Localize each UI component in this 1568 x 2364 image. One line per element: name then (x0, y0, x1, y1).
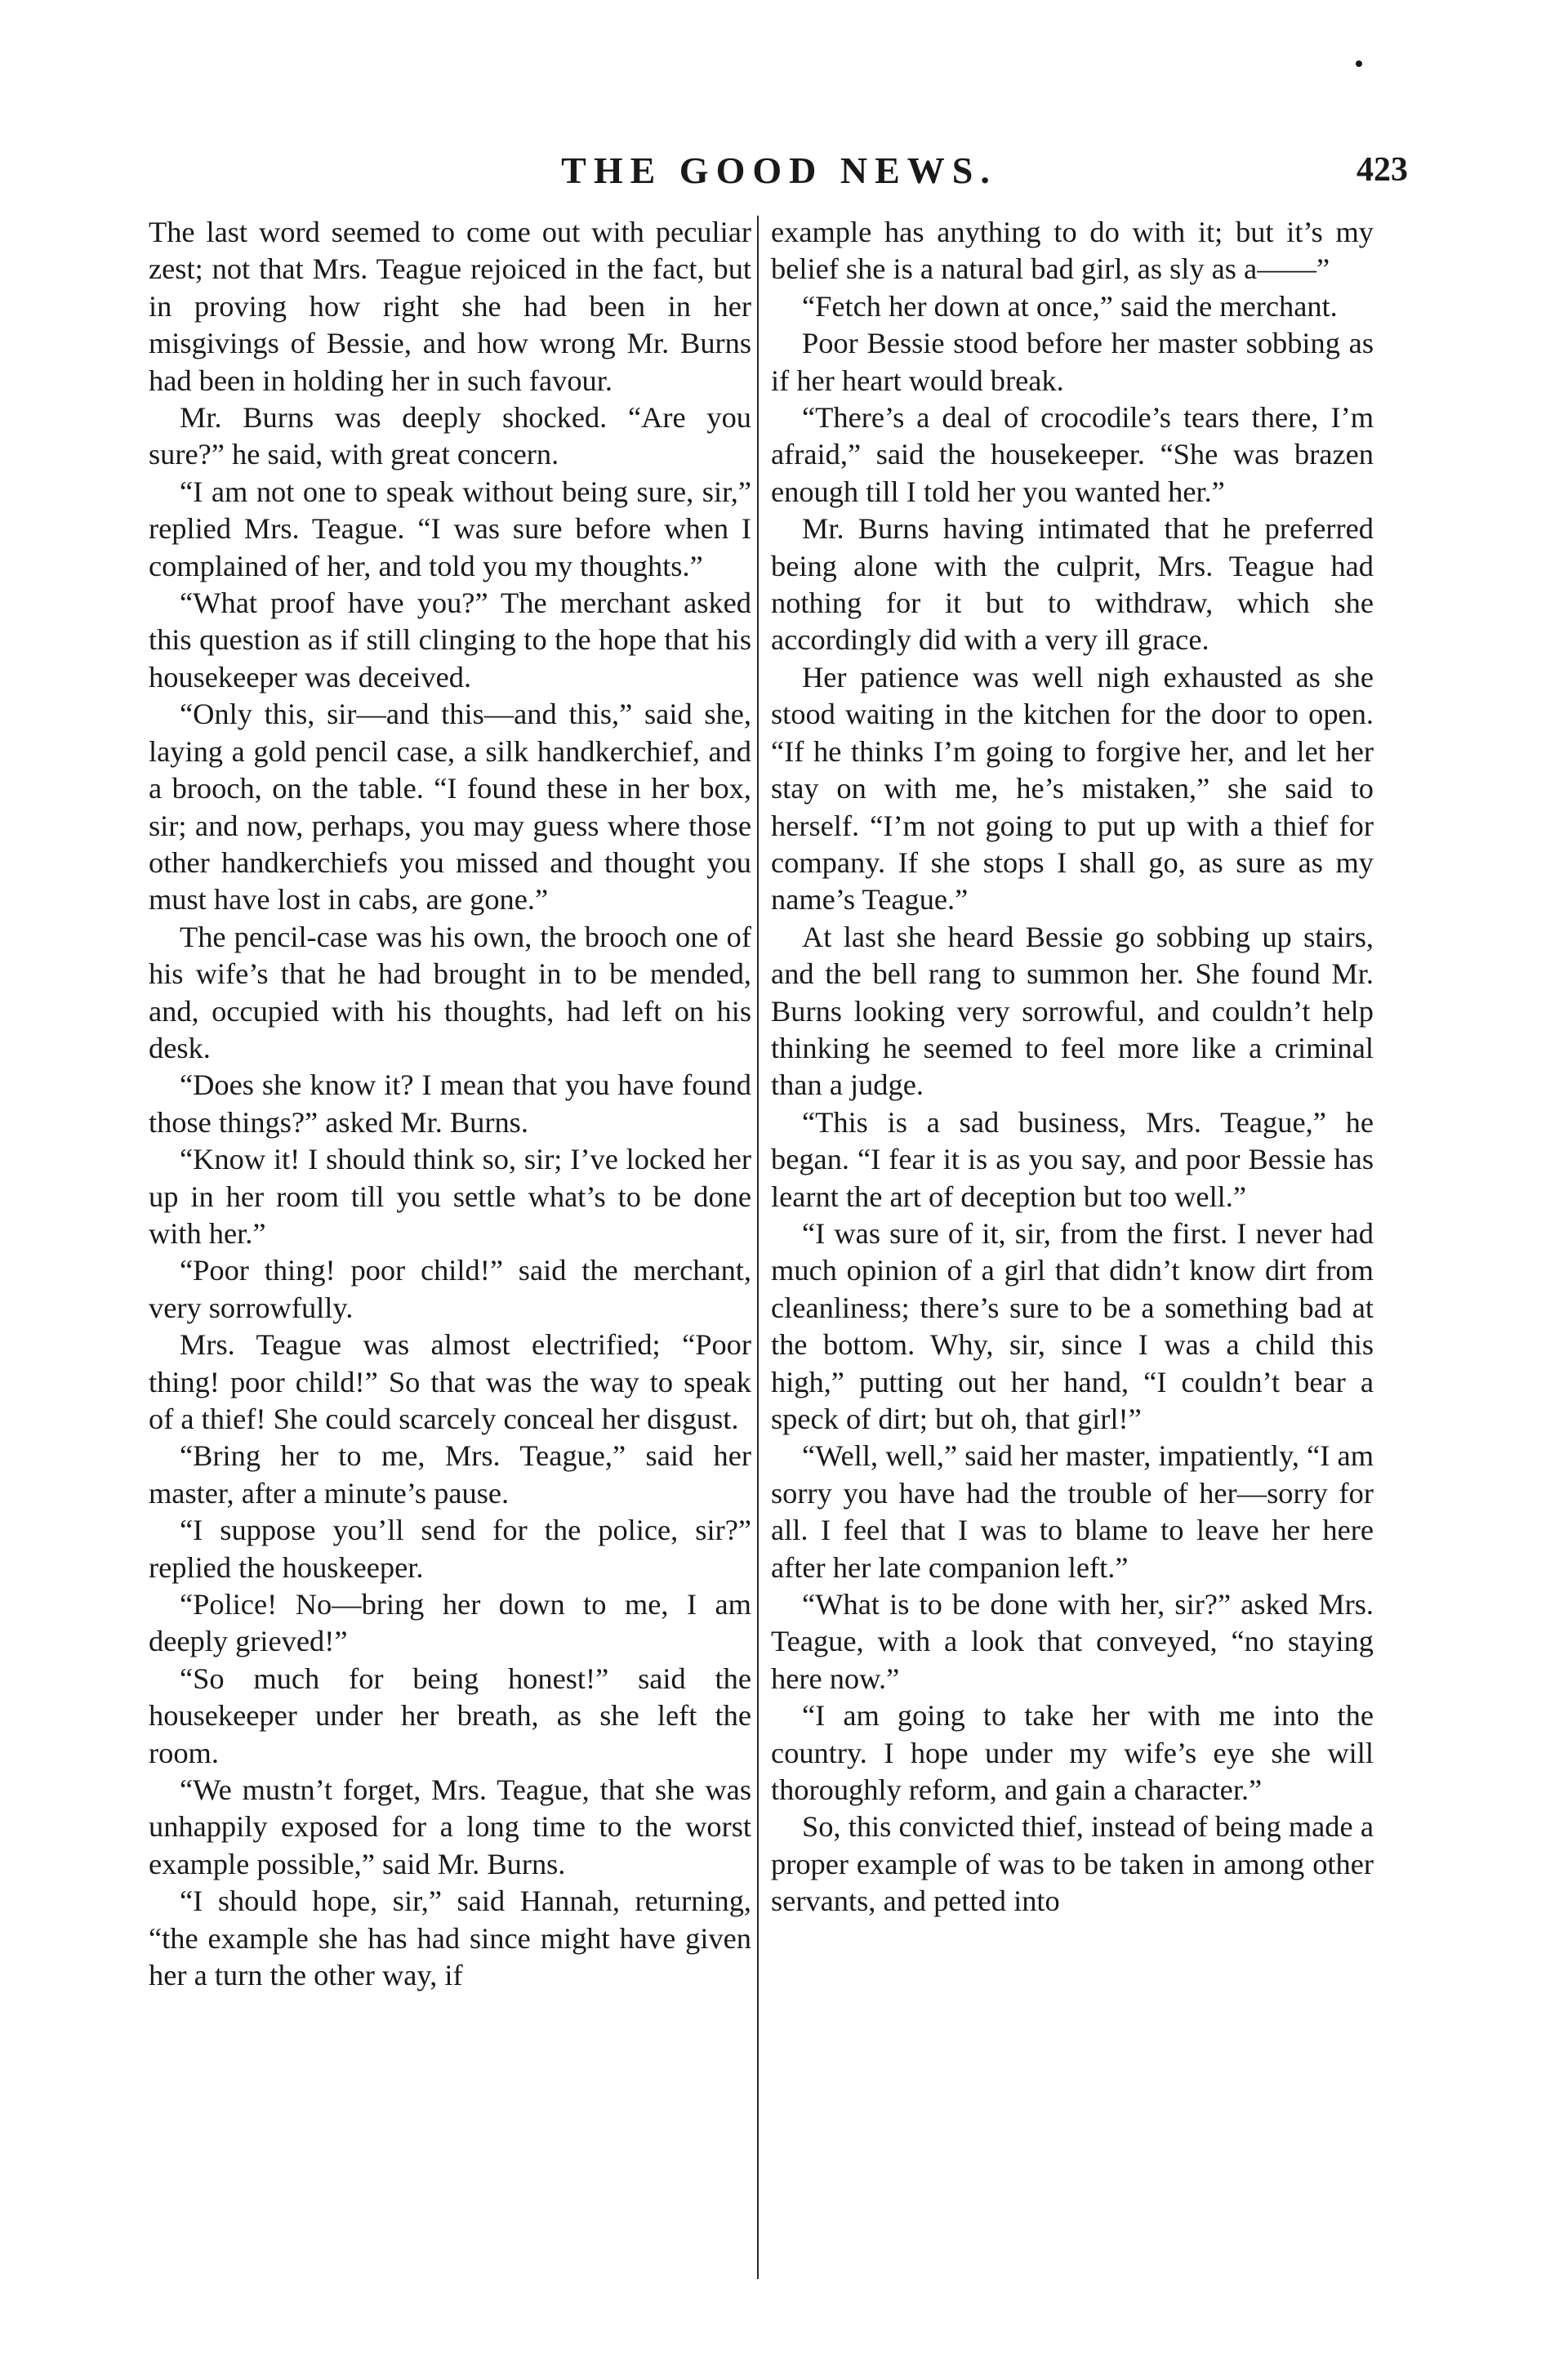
paragraph: “I should hope, sir,” said Hannah, returning, “the example she has had since might have given her a turn the other way, if (149, 1885, 751, 1992)
paragraph: The last word seemed to come out with peculiar zest; not that Mrs. Teague rejoiced in the fact, but in proving how right she had been in her misgivings of Bessie, and how wrong Mr. Burns had been in holding her in such favour. (149, 216, 751, 397)
paragraph: “I was sure of it, sir, from the first. I never had much opinion of a girl that didn’t know dirt from cleanliness; there’s sure to be a something bad at the bottom. Why, sir, since I was a child this high,” putting out her hand, “I couldn’t bear a speck of dirt; but oh, that girl!” (771, 1216, 1374, 1435)
paragraph: “Only this, sir—and this—and this,” said she, laying a gold pencil case, a silk handkerchief, and a brooch, on the table. “I found these in her box, sir; and now, perhaps, you may guess where those other handkerchiefs you missed and thought you must have lost in cabs, are gone.” (149, 698, 751, 917)
paragraph: “This is a sad business, Mrs. Teague,” he began. “I fear it is as you say, and poor Bessie has learnt the art of deception but too well.” (771, 1105, 1374, 1213)
printing-speck (1356, 60, 1362, 67)
page-number: 423 (1356, 151, 1408, 189)
paragraph: “I am going to take her with me into the country. I hope under my wife’s eye she will thoroughly reform, and gain a character.” (771, 1699, 1374, 1807)
paragraph: “Police! No—bring her down to me, I am deeply grieved!” (149, 1588, 751, 1658)
paragraph: At last she heard Bessie go sobbing up stairs, and the bell rang to summon her. She found Mr. Burns looking very sorrowful, and couldn’t help thinking he seemed to feel more like a criminal than a judge. (771, 920, 1374, 1102)
paragraph: So, this convicted thief, instead of being made a proper example of was to be taken in among other servants, and petted into (771, 1810, 1374, 1918)
left-column (149, 214, 751, 1995)
paragraph: “Fetch her down at once,” said the merchant. (802, 289, 1338, 323)
paragraph: “There’s a deal of crocodile’s tears there, I’m afraid,” said the housekeeper. “She was brazen enough till I told her you wanted her.” (771, 401, 1374, 508)
paragraph: “Bring her to me, Mrs. Teague,” said her master, after a minute’s pause. (149, 1439, 751, 1510)
paragraph: Poor Bessie stood before her master sobbing as if her heart would break. (771, 327, 1374, 397)
paragraph: “What proof have you?” The merchant asked this question as if still clinging to the hope that his housekeeper was deceived. (149, 587, 751, 694)
running-head (150, 149, 1408, 198)
paragraph: “I am not one to speak without being sure, sir,” replied Mrs. Teague. “I was sure before when I complained of her, and told you my thoughts.” (149, 475, 751, 582)
column-divider (757, 216, 759, 2279)
paragraph: “What is to be done with her, sir?” asked Mrs. Teague, with a look that conveyed, “no staying here now.” (771, 1588, 1374, 1695)
paragraph: Her patience was well nigh exhausted as she stood waiting in the kitchen for the door to open. “If he thinks I’m going to forgive her, and let her stay on with me, he’s mistaken,” she said to herself. “I’m not going to put up with a thief for company. If she stops I shall go, as sure as my name’s Teague.” (771, 660, 1374, 917)
paragraph: example has anything to do with it; but it’s my belief she is a natural bad girl, as sly as a——” (771, 216, 1374, 286)
paragraph: “Well, well,” said her master, impatiently, “I am sorry you have had the trouble of her—sorry for all. I feel that I was to blame to leave her here after her late companion left.” (771, 1439, 1374, 1584)
running-title: THE GOOD NEWS. (561, 149, 997, 191)
paragraph: Mrs. Teague was almost electrified; “Poor thing! poor child!” So that was the way to speak of a thief! She could scarcely conceal her disgust. (149, 1328, 751, 1435)
paragraph: “Poor thing! poor child!” said the merchant, very sorrowfully. (149, 1254, 751, 1324)
paragraph: “We mustn’t forget, Mrs. Teague, that she was unhappily exposed for a long time to the worst example possible,” said Mr. Burns. (149, 1773, 751, 1880)
paragraph: “I suppose you’ll send for the police, sir?” replied the houskeeper. (149, 1514, 751, 1584)
paragraph: Mr. Burns having intimated that he preferred being alone with the culprit, Mrs. Teague had nothing for it but to withdraw, which she accordingly did with a very ill grace. (771, 512, 1374, 657)
paragraph: Mr. Burns was deeply shocked. “Are you sure?” he said, with great concern. (149, 401, 751, 471)
paragraph: The pencil-case was his own, the brooch one of his wife’s that he had brought in to be mended, and, occupied with his thoughts, had left on his desk. (149, 920, 751, 1064)
paragraph: “Does she know it? I mean that you have found those things?” asked Mr. Burns. (149, 1068, 751, 1139)
paragraph: “So much for being honest!” said the housekeeper under her breath, as she left the room. (149, 1661, 751, 1769)
paragraph: “Know it! I should think so, sir; I’ve locked her up in her room till you settle what’s to be done with her.” (149, 1143, 751, 1250)
right-column (771, 214, 1374, 1920)
